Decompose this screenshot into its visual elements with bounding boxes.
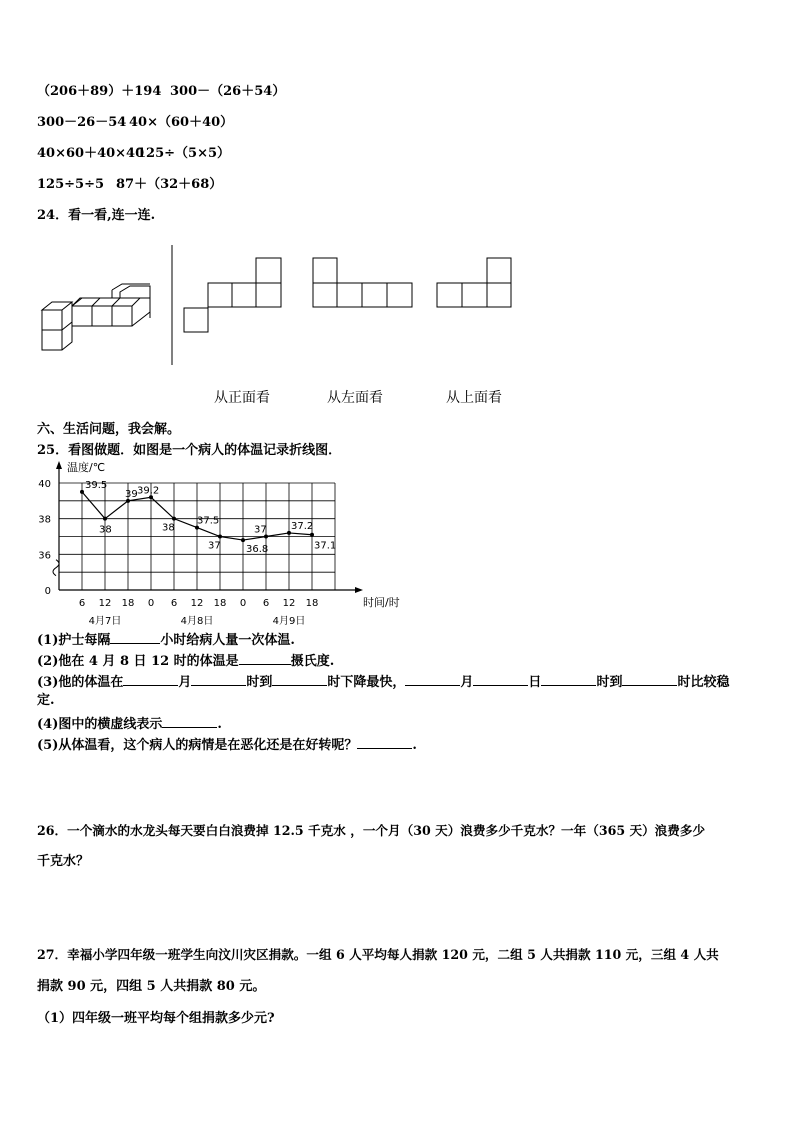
- x-tick-label: 6: [170, 598, 178, 609]
- q25-sub4-pre: (4)图中的横虚线表示: [37, 717, 163, 732]
- data-point: [80, 490, 84, 494]
- expression-4b: 87＋（32＋68）: [116, 177, 223, 192]
- cube-views-figure: [0, 240, 540, 370]
- answer-blank[interactable]: [162, 715, 217, 728]
- data-label: 39: [125, 488, 138, 500]
- y-axis-arrow: [56, 461, 62, 469]
- x-tick-label: 18: [213, 598, 227, 609]
- top-view-figure: [437, 258, 511, 307]
- q25-sub3-p6: 日: [528, 675, 542, 690]
- answer-blank[interactable]: [191, 673, 246, 686]
- x-tick-label: 12: [282, 598, 296, 609]
- expression-3a: 40×60＋40×40: [37, 146, 145, 161]
- q25-sub3-p7: 时到: [596, 675, 623, 690]
- y-tick-label: 38: [38, 514, 51, 526]
- answer-blank[interactable]: [622, 673, 677, 686]
- x-tick-label: 0: [239, 598, 247, 609]
- q25-sub4-post: .: [217, 717, 222, 732]
- expression-4a: 125÷5÷5: [37, 177, 105, 192]
- axis-break-mark: [53, 560, 59, 576]
- q25-sub4: [37, 715, 222, 731]
- q25-sub5: [37, 736, 417, 752]
- q27-line2: 捐款 90 元，四组 5 人共捐款 80 元。: [37, 979, 266, 994]
- data-label: 39.2: [137, 485, 160, 497]
- q25-sub3-p8: 时比较稳: [677, 675, 730, 690]
- data-label: 38: [99, 524, 112, 536]
- q25-sub2-pre: (2)他在 4 月 8 日 12 时的体温是: [37, 654, 239, 669]
- q25-sub2: [37, 652, 334, 668]
- data-point: [310, 533, 314, 537]
- data-point: [172, 517, 176, 521]
- data-point: [103, 517, 107, 521]
- expression-2b: 40×（60＋40）: [129, 115, 234, 130]
- q25-sub2-post: 摄氏度.: [290, 654, 335, 669]
- q24-title: 24．看一看,连一连.: [37, 208, 156, 223]
- data-point: [241, 538, 245, 542]
- expression-3b: 125÷（5×5）: [137, 146, 231, 161]
- data-label: 38: [162, 522, 175, 534]
- date-label: 4月7日: [88, 616, 122, 627]
- q25-sub3-p2: 月: [178, 675, 192, 690]
- y-tick-label: 40: [38, 479, 51, 490]
- section-6-heading: 六、生活问题，我会解。: [37, 422, 181, 437]
- data-label: 39.5: [85, 479, 108, 491]
- x-tick-label: 0: [147, 598, 155, 609]
- q25-title: 25．看图做题．如图是一个病人的体温记录折线图．: [37, 443, 342, 458]
- q25-sub5-post: .: [412, 738, 417, 753]
- cube-solid-figure: [42, 284, 150, 350]
- q25-sub3-p3: 时到: [246, 675, 273, 690]
- q26-line2: 千克水？: [37, 854, 90, 869]
- q25-sub3-p4: 时下降最快，: [327, 675, 406, 690]
- left-view-figure: [313, 258, 412, 307]
- date-label: 4月8日: [180, 616, 214, 627]
- x-tick-label: 18: [305, 598, 319, 609]
- y-tick-label: 36: [38, 550, 51, 562]
- temperature-line-chart: [30, 458, 400, 628]
- x-tick-label: 6: [78, 598, 86, 609]
- answer-blank[interactable]: [239, 652, 291, 665]
- front-view-figure: [184, 258, 281, 332]
- x-tick-label: 12: [98, 598, 112, 609]
- answer-blank[interactable]: [272, 673, 327, 686]
- q25-sub3-p1: (3)他的体温在: [37, 675, 124, 690]
- view-label-top: 从上面看: [446, 390, 502, 406]
- x-tick-label: 12: [190, 598, 204, 609]
- expression-2a: 300－26－54: [37, 115, 127, 130]
- data-label: 36.8: [246, 544, 269, 556]
- q25-sub3-line2: 定.: [37, 693, 55, 708]
- data-point: [218, 535, 222, 539]
- data-label: 37: [254, 524, 267, 536]
- view-label-left: 从左面看: [327, 390, 383, 406]
- data-label: 37: [208, 540, 221, 552]
- answer-blank[interactable]: [405, 673, 460, 686]
- q26-line1: 26．一个滴水的水龙头每天要白白浪费掉 12.5 千克水 ，一个月（30 天）浪费多少千克水？一年（365 天）浪费多少: [37, 823, 706, 838]
- y-tick-label: 0: [44, 586, 51, 597]
- answer-blank[interactable]: [473, 673, 528, 686]
- data-label: 37.2: [291, 520, 314, 532]
- q27-sub1: （1）四年级一班平均每个组捐款多少元?: [37, 1011, 275, 1026]
- q25-sub3: [37, 673, 729, 689]
- data-label: 37.1: [314, 540, 337, 552]
- q25-sub1-post: 小时给病人量一次体温.: [160, 633, 295, 648]
- x-axis-arrow: [355, 587, 363, 593]
- q27-line1: 27．幸福小学四年级一班学生向汶川灾区捐款。一组 6 人平均每人捐款 120 元，二组 5 人共捐款 110 元，三组 4 人共: [37, 947, 719, 962]
- answer-blank[interactable]: [110, 631, 160, 644]
- view-label-front: 从正面看: [214, 390, 270, 406]
- answer-blank[interactable]: [541, 673, 596, 686]
- x-tick-label: 6: [262, 598, 270, 609]
- y-axis-label: 温度/℃: [67, 461, 106, 474]
- q25-sub1-pre: (1)护士每隔: [37, 633, 111, 648]
- answer-blank[interactable]: [123, 673, 178, 686]
- q25-sub3-p5: 月: [460, 675, 474, 690]
- date-label: 4月9日: [272, 616, 306, 627]
- expression-1a: （206＋89）＋194: [37, 84, 162, 99]
- data-label: 37.5: [197, 515, 220, 527]
- q25-sub1: [37, 631, 295, 647]
- expression-1b: 300－（26＋54）: [170, 84, 286, 99]
- x-axis-label: 时间/时: [363, 596, 400, 609]
- answer-blank[interactable]: [357, 736, 412, 749]
- q25-sub5-pre: (5)从体温看，这个病人的病情是在恶化还是在好转呢？: [37, 738, 358, 753]
- x-tick-label: 18: [121, 598, 135, 609]
